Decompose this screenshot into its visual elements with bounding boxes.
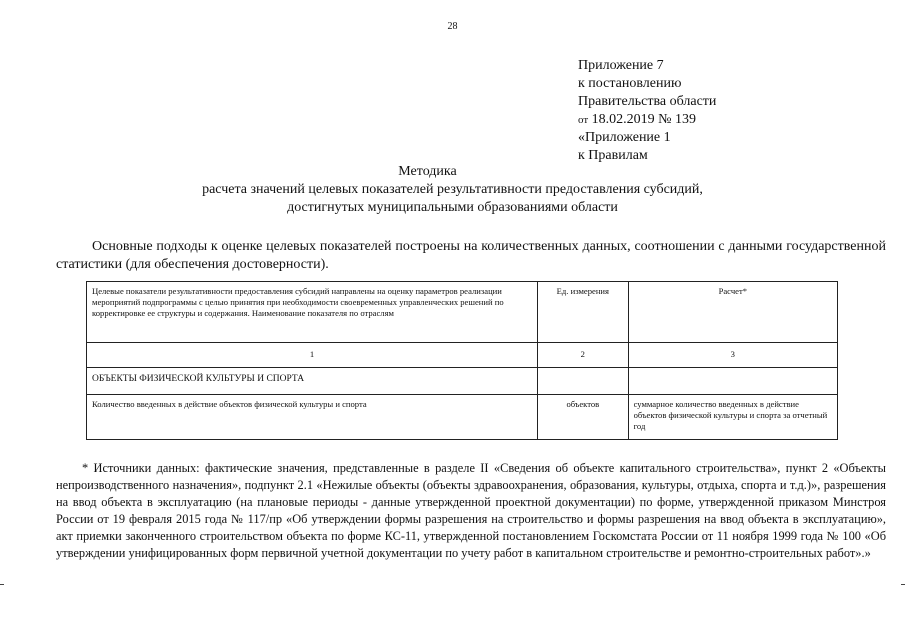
title-line-3: достигнутых муниципальными образованиями области — [287, 200, 618, 215]
appendix-date: 18.02.2019 № 139 — [591, 112, 697, 127]
table-row — [87, 395, 838, 440]
page-number: 28 — [447, 21, 458, 32]
data-sources-footnote: * Источники данных: фактические значения, представленные в разделе II «Сведения об объекте капитального строительства», пункт 2 «Объекты непроизводственного назначения», подпункт 2.1 «Нежилые объекты (объекты здравоохранения, образования, культуры, отдыха, спорта и т.д.)», разрешения на ввод объекта в эксплуатацию (на плановые периоды - данные утвержденной проектной документации) по форме, утвержденной приказом Минстроя России от 19 февраля 2015 года № 117/пр «Об утверждении формы разрешения на строительство и формы разрешения на ввод объекта в эксплуатацию», акт приемки законченного строительством объекта по форме КС-11, утвержденной постановлением Госкомстата России от 11 ноября 1999 года № 100 «Об утверждении унифицированных форм первичной учетной документации по учету работ в капитальном строительстве и ремонтно-строительных работ».» — [56, 461, 886, 560]
indicator-name: Количество введенных в действие объектов физической культуры и спорта — [87, 395, 538, 440]
right-edge-mark — [901, 584, 905, 585]
appendix-header — [578, 57, 716, 165]
intro-paragraph: Основные подходы к оценке целевых показателей построены на количественных данных, соотношении с данными государственной статистики (для обеспечения достоверности). — [56, 239, 886, 272]
appendix-line-5: «Приложение 1 — [578, 130, 671, 145]
title-line-1: Методика — [398, 164, 457, 179]
appendix-line-6: к Правилам — [578, 148, 648, 163]
header-calculation: Расчет* — [628, 282, 837, 343]
section-title: ОБЪЕКТЫ ФИЗИЧЕСКОЙ КУЛЬТУРЫ И СПОРТА — [87, 368, 538, 395]
appendix-date-line — [578, 111, 716, 129]
header-indicator-name: Целевые показатели результативности предоставления субсидий направлены на оценку параметров реализации мероприятий подпрограммы с целью принятия при необходимости своевременных управленческих решений по корректировке ее структуры и содержания. Наименование показателя по отраслям — [87, 282, 538, 343]
column-number-2: 2 — [538, 343, 629, 368]
left-edge-mark — [0, 584, 4, 585]
column-number-1: 1 — [87, 343, 538, 368]
appendix-line-3: Правительства области — [578, 94, 717, 109]
header-unit: Ед. измерения — [538, 282, 629, 343]
section-empty-cell — [538, 368, 629, 395]
table-header-row — [87, 282, 838, 343]
document-title — [0, 163, 905, 217]
column-number-3: 3 — [628, 343, 837, 368]
title-line-2: расчета значений целевых показателей результативности предоставления субсидий, — [202, 182, 703, 197]
indicator-calculation: суммарное количество введенных в действие объектов физической культуры и спорта за отчетный год — [628, 395, 837, 440]
indicators-table — [86, 281, 838, 440]
appendix-date-prefix: от — [578, 114, 589, 126]
appendix-line-2: к постановлению — [578, 76, 682, 91]
appendix-line-1: Приложение 7 — [578, 58, 664, 73]
section-row — [87, 368, 838, 395]
section-empty-cell — [628, 368, 837, 395]
column-numbers-row — [87, 343, 838, 368]
indicator-unit: объектов — [538, 395, 629, 440]
